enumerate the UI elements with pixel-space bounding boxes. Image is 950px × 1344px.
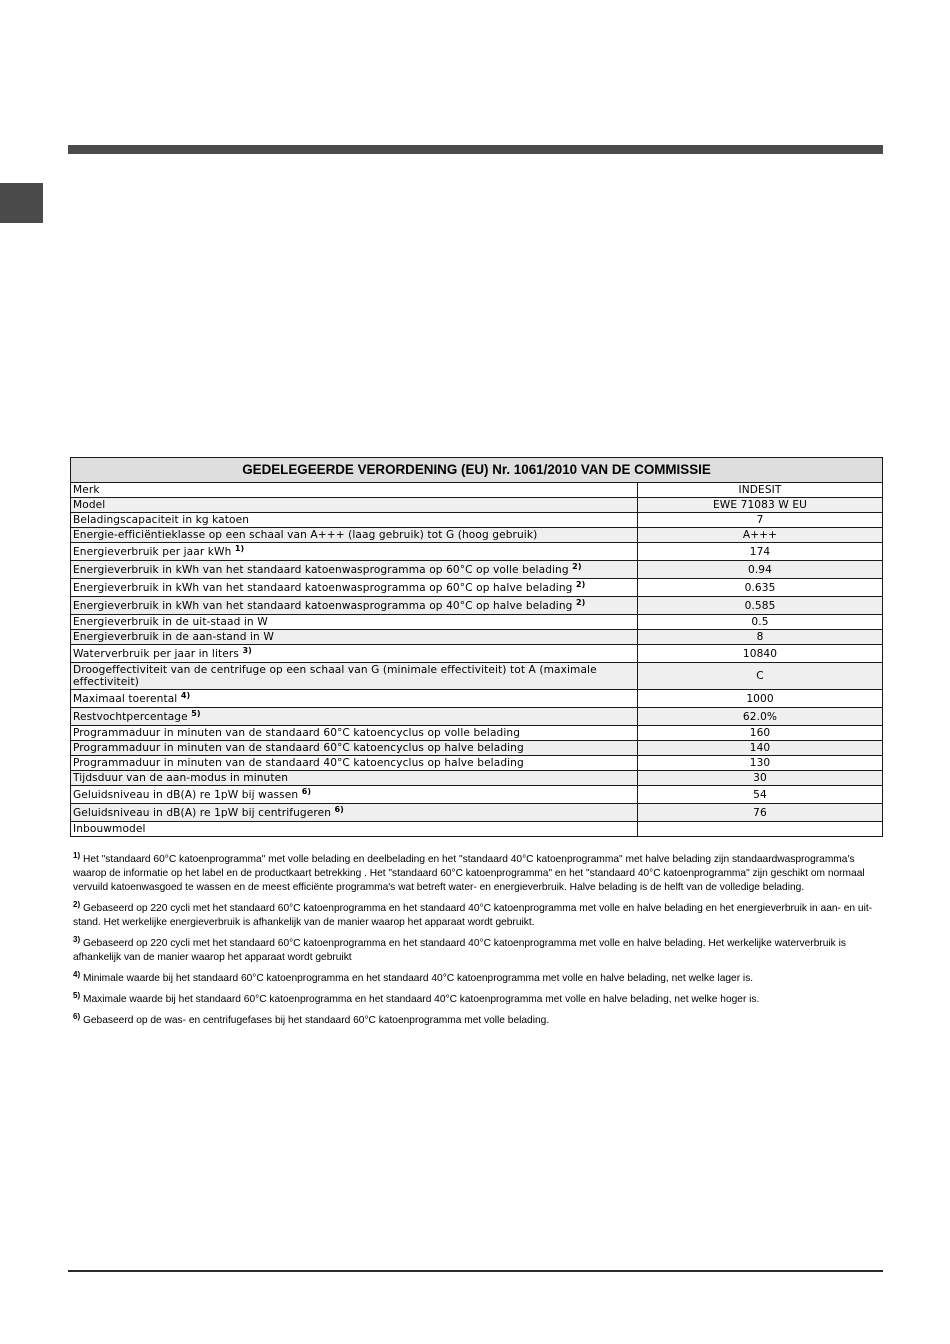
row-label: Restvochtpercentage $^{5)}$ bbox=[71, 708, 638, 726]
row-value: 0.5 bbox=[638, 615, 883, 630]
footnote-ref: 6) bbox=[301, 786, 312, 796]
row-value: 8 bbox=[638, 630, 883, 645]
footnote-ref: 2) bbox=[575, 579, 586, 589]
table-row bbox=[71, 615, 883, 630]
row-label: Geluidsniveau in dB(A) re 1pW bij centrifugeren $^{6)}$ bbox=[71, 804, 638, 822]
row-value: A+++ bbox=[638, 528, 883, 543]
table-row bbox=[71, 690, 883, 708]
footnote: $^{3)}$ Gebaseerd op 220 cycli met het standaard 60°C katoenprogramma en het standaard 40°C katoenprogramma met volle en halve belading. Het werkelijke waterverbruik is afhankelijk van de manier waarop het apparaat wordt gebruikt bbox=[73, 935, 846, 963]
row-label: Energieverbruik per jaar kWh $^{1)}$ bbox=[71, 543, 638, 561]
table-row bbox=[71, 561, 883, 579]
table-row bbox=[71, 498, 883, 513]
table-row bbox=[71, 663, 883, 690]
row-label: Energieverbruik in kWh van het standaard katoenwasprogramma op 40°C op halve belading $^{2)}$ bbox=[71, 597, 638, 615]
row-label: Energieverbruik in kWh van het standaard katoenwasprogramma op 60°C op halve belading $^{2)}$ bbox=[71, 579, 638, 597]
table-row bbox=[71, 483, 883, 498]
footnote: $^{4)}$ Minimale waarde bij het standaard 60°C katoenprogramma en het standaard 40°C katoenprogramma met volle en halve belading, net welke lager is. bbox=[73, 970, 754, 984]
row-label: Programmaduur in minuten van de standaard 60°C katoencyclus op halve belading bbox=[71, 741, 638, 756]
table-row bbox=[71, 786, 883, 804]
table-row bbox=[71, 630, 883, 645]
header-rule bbox=[68, 145, 883, 154]
footnote-ref: 5) bbox=[191, 708, 201, 718]
footnote-ref: 4) bbox=[180, 690, 191, 700]
row-value: 0.94 bbox=[638, 561, 883, 579]
table-row bbox=[71, 741, 883, 756]
row-label: Maximaal toerental $^{4)}$ bbox=[71, 690, 638, 708]
row-label: Model bbox=[71, 498, 638, 513]
row-label: Tijdsduur van de aan-modus in minuten bbox=[71, 771, 638, 786]
footnote: $^{6)}$ Gebaseerd op de was- en centrifugefases bij het standaard 60°C katoenprogramma met volle belading. bbox=[73, 1012, 550, 1026]
row-value: 54 bbox=[638, 786, 883, 804]
row-label: Droogeffectiviteit van de centrifuge op een schaal van G (minimale effectiviteit) tot A (maximale effectiviteit) bbox=[71, 663, 638, 690]
row-value: 10840 bbox=[638, 645, 883, 663]
footnote-number: 3) bbox=[73, 935, 81, 944]
table-row bbox=[71, 726, 883, 741]
table-row bbox=[71, 528, 883, 543]
footnotes bbox=[73, 853, 883, 1035]
footnote: $^{1)}$ Het "standaard 60°C katoenprogramma" met volle belading en deelbelading en het "standaard 40°C katoenprogramma" met halve belading zijn standaardwasprogramma's waarop de informatie op het label en de productkaart betrekking . Het "standaard 60°C katoenprogramma" en het "standaard 40°C katoenprogramma" zijn geschikt om normaal vervuild katoenwasgoed te wassen en de meest efficiënte programma's wat betreft water- en energieverbruik. Halve belading is de helft van de volledige belading. bbox=[73, 851, 865, 893]
footnote-number: 2) bbox=[73, 900, 81, 909]
table-row bbox=[71, 804, 883, 822]
footnote-number: 6) bbox=[73, 1012, 81, 1021]
row-label: Energieverbruik in kWh van het standaard katoenwasprogramma op 60°C op volle belading $^{2)}$ bbox=[71, 561, 638, 579]
row-label: Energie-efficiëntieklasse op een schaal van A+++ (laag gebruik) tot G (hoog gebruik) bbox=[71, 528, 638, 543]
row-value: INDESIT bbox=[638, 483, 883, 498]
row-value: 1000 bbox=[638, 690, 883, 708]
row-label: Energieverbruik in de aan-stand in W bbox=[71, 630, 638, 645]
row-label: Programmaduur in minuten van de standaard 40°C katoencyclus op halve belading bbox=[71, 756, 638, 771]
table-row bbox=[71, 708, 883, 726]
table-row bbox=[71, 597, 883, 615]
footnote-ref: 2) bbox=[572, 561, 582, 571]
row-value: 160 bbox=[638, 726, 883, 741]
row-label: Geluidsniveau in dB(A) re 1pW bij wassen $^{6)}$ bbox=[71, 786, 638, 804]
row-value: C bbox=[638, 663, 883, 690]
row-label: Inbouwmodel bbox=[71, 822, 638, 837]
row-value: 76 bbox=[638, 804, 883, 822]
footnote-number: 1) bbox=[73, 851, 81, 860]
row-value: 62.0% bbox=[638, 708, 883, 726]
row-label: Merk bbox=[71, 483, 638, 498]
row-value: 0.635 bbox=[638, 579, 883, 597]
footnote: $^{5)}$ Maximale waarde bij het standaard 60°C katoenprogramma en het standaard 40°C katoenprogramma met volle en halve belading, net welke hoger is. bbox=[73, 991, 760, 1005]
footnote-ref: 2) bbox=[575, 597, 586, 607]
footnote: $^{2)}$ Gebaseerd op 220 cycli met het standaard 60°C katoenprogramma en het standaard 40°C katoenprogramma met volle en halve belading en het energieverbruik in aan- en uit-stand. Het werkelijke energieverbruik is afhankelijk van de manier waarop het apparaat wordt gebruikt. bbox=[73, 900, 873, 928]
table-row bbox=[71, 543, 883, 561]
footnote-ref: 6) bbox=[334, 804, 344, 814]
row-label: Programmaduur in minuten van de standaard 60°C katoencyclus op volle belading bbox=[71, 726, 638, 741]
table-row bbox=[71, 771, 883, 786]
row-label: Energieverbruik in de uit-staad in W bbox=[71, 615, 638, 630]
row-label: Beladingscapaciteit in kg katoen bbox=[71, 513, 638, 528]
table-row bbox=[71, 513, 883, 528]
footnote-ref: 1) bbox=[234, 543, 245, 553]
table-row bbox=[71, 822, 883, 837]
row-value: 7 bbox=[638, 513, 883, 528]
language-tab-marker bbox=[0, 183, 43, 223]
footnote-number: 5) bbox=[73, 991, 81, 1000]
row-label: Waterverbruik per jaar in liters $^{3)}$ bbox=[71, 645, 638, 663]
footnote-ref: 3) bbox=[242, 645, 252, 655]
row-value bbox=[638, 822, 883, 837]
table-row bbox=[71, 756, 883, 771]
footnote-number: 4) bbox=[73, 970, 81, 979]
row-value: 174 bbox=[638, 543, 883, 561]
row-value: EWE 71083 W EU bbox=[638, 498, 883, 513]
row-value: 130 bbox=[638, 756, 883, 771]
footer-rule bbox=[68, 1270, 883, 1272]
product-fiche-table bbox=[70, 457, 883, 837]
row-value: 30 bbox=[638, 771, 883, 786]
table-row bbox=[71, 645, 883, 663]
table-row bbox=[71, 579, 883, 597]
row-value: 0.585 bbox=[638, 597, 883, 615]
table-title: GEDELEGEERDE VERORDENING (EU) Nr. 1061/2010 VAN DE COMMISSIE bbox=[71, 458, 883, 483]
row-value: 140 bbox=[638, 741, 883, 756]
